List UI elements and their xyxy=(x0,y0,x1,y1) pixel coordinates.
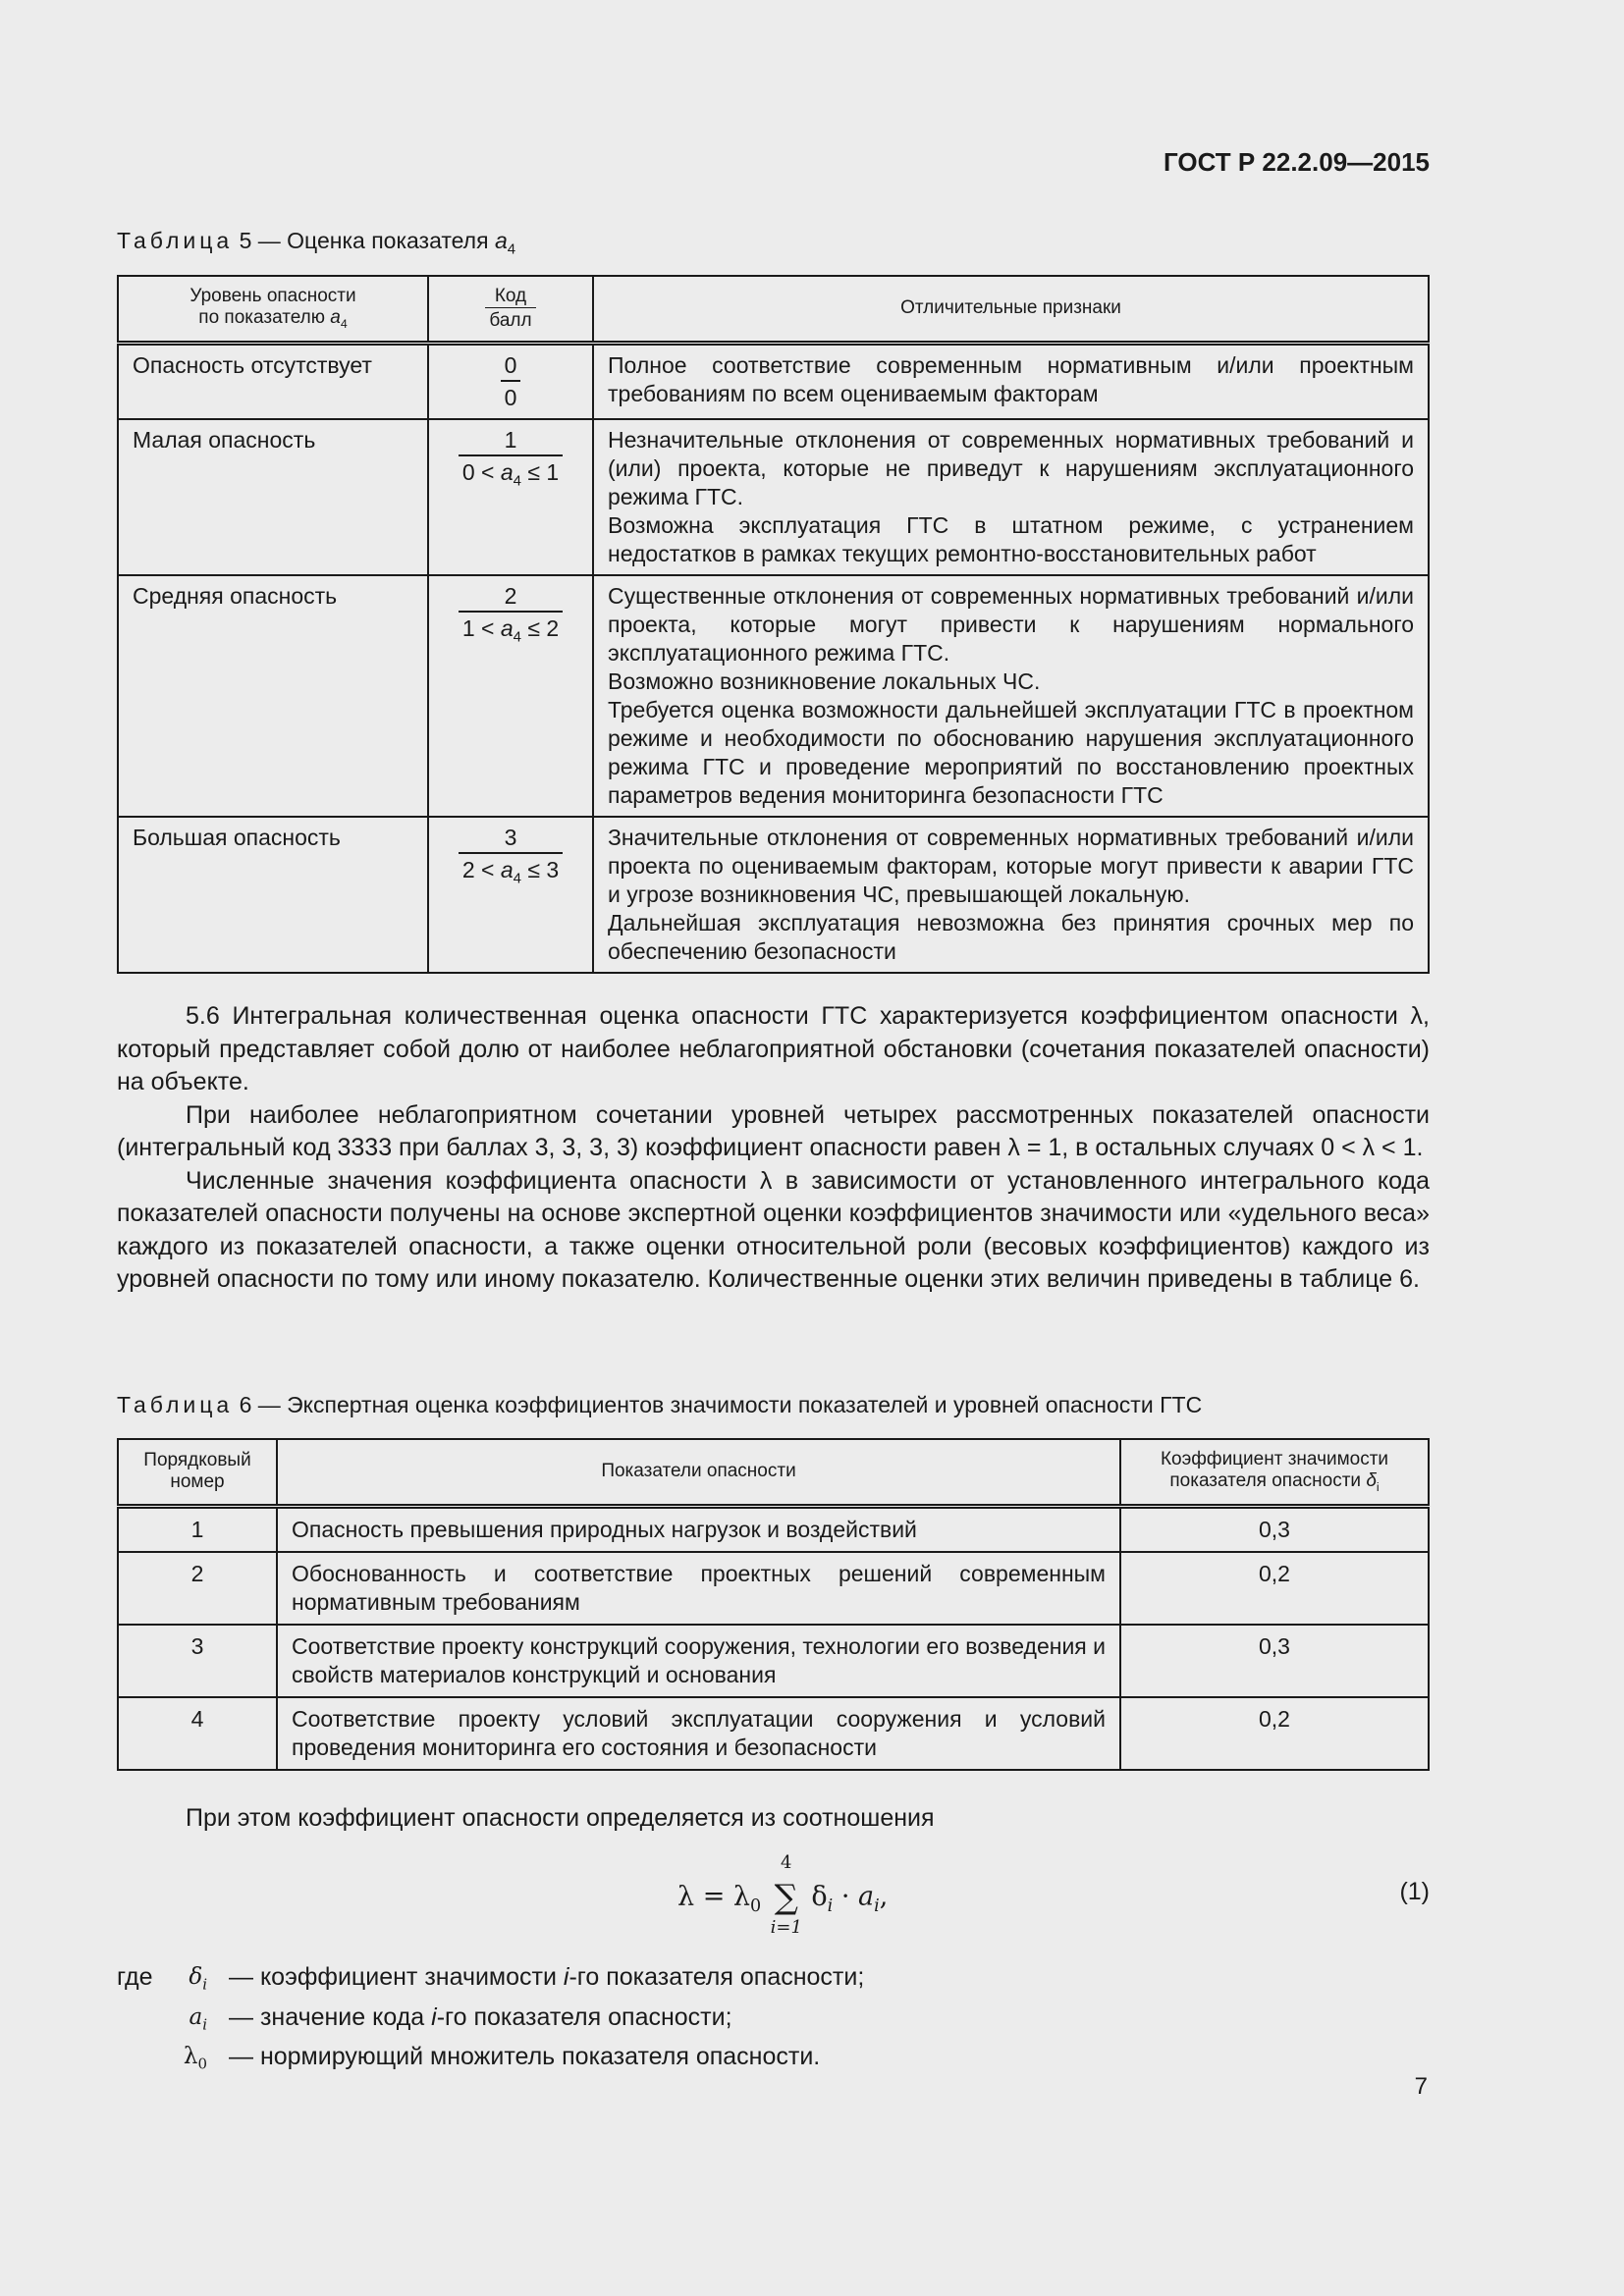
table5-caption: Таблица 5 — Оценка показателя $a_4$ xyxy=(117,228,516,258)
level-cell: Большая опасность xyxy=(118,817,428,973)
number-cell: 3 xyxy=(118,1625,277,1697)
table6-caption: Таблица 6 — Экспертная оценка коэффициентов значимости показателей и уровней опасности ГТС xyxy=(117,1392,1203,1417)
level-cell: Средняя опасность xyxy=(118,575,428,817)
coefficient-cell: 0,3 xyxy=(1120,1506,1429,1552)
paragraph: 5.6 Интегральная количественная оценка опасности ГТС характеризуется коэффициентом опасности λ, который представляет собой долю от наиболее неблагоприятной обстановки (сочетания показателей опасности) на объекте. xyxy=(117,1002,1430,1095)
legend-item: $a_i$ — значение кода i-го показателя опасности; xyxy=(189,2002,732,2034)
indicator-cell: Соответствие проекту условий эксплуатации сооружения и условий проведения мониторинга его состояния и безопасности xyxy=(277,1697,1120,1770)
formula-legend xyxy=(117,1961,864,2081)
table-row xyxy=(118,343,1429,419)
table-row xyxy=(118,1506,1429,1552)
table6-header-number: Порядковый номер xyxy=(118,1439,277,1506)
level-cell: Опасность отсутствует xyxy=(118,343,428,419)
number-cell: 1 xyxy=(118,1506,277,1552)
code-cell: $\frac{2}{1 < a_4 \le 2}$ xyxy=(428,575,593,817)
coefficient-cell: 0,3 xyxy=(1120,1625,1429,1697)
paragraph: Численные значения коэффициента опасности λ в зависимости от установленного интегрального кода показателей опасности получены на основе экспертной оценки коэффициентов значимости или «удельного веса» каждого из показателей опасности, а также оценки относительной роли (весовых коэффициентов) каждого из уровней опасности по тому или иному показателю. Количественные оценки этих величин приведены в таблице 6. xyxy=(117,1166,1430,1293)
document-id: ГОСТ Р 22.2.09—2015 xyxy=(1163,147,1430,177)
code-cell: $\frac{0}{0}$ xyxy=(428,343,593,419)
paragraph: При наиболее неблагоприятном сочетании уровней четырех рассмотренных показателей опасности (интегральный код 3333 при баллах 3, 3, 3, 3) коэффициент опасности равен λ = 1, в остальных случаях 0 < λ < 1. xyxy=(117,1100,1430,1161)
number-cell: 2 xyxy=(118,1552,277,1625)
table5 xyxy=(117,275,1430,974)
code-cell: $\frac{1}{0 < a_4 \le 1}$ xyxy=(428,419,593,575)
table-row xyxy=(118,1552,1429,1625)
level-cell: Малая опасность xyxy=(118,419,428,575)
legend-item: где $\delta_i$ — коэффициент значимости i-го показателя опасности; xyxy=(117,1963,865,1994)
table-row xyxy=(118,1697,1429,1770)
desc-cell: Незначительные отклонения от современных нормативных требований и (или) проекта, которые не приведут к нарушениям эксплуатационного режима ГТС. Возможна эксплуатация ГТС в штатном режиме, с устранением недостатков в рамках текущих ремонтно-восстановительных работ xyxy=(593,419,1429,575)
table-row xyxy=(118,1625,1429,1697)
desc-cell: Полное соответствие современным нормативным и/или проектным требованиям по всем оцениваемым факторам xyxy=(593,343,1429,419)
equation-number: (1) xyxy=(1399,1878,1430,1905)
table6-header-coefficient: Коэффициент значимости показателя опасности $\delta_i$ xyxy=(1120,1439,1429,1506)
page-number: 7 xyxy=(1414,2073,1428,2100)
body-text xyxy=(117,1000,1430,1297)
indicator-cell: Соответствие проекту конструкций сооружения, технологии его возведения и свойств материалов конструкций и основания xyxy=(277,1625,1120,1697)
number-cell: 4 xyxy=(118,1697,277,1770)
formula: $\lambda = \lambda_0$ 4 ∑ i=1 $\delta_i \cdot a_i$, xyxy=(677,1852,889,1938)
indicator-cell: Опасность превышения природных нагрузок и воздействий xyxy=(277,1506,1120,1552)
table5-header-signs: Отличительные признаки xyxy=(593,276,1429,343)
table-row xyxy=(118,575,1429,817)
code-cell: $\frac{3}{2 < a_4 \le 3}$ xyxy=(428,817,593,973)
table5-header-level: Уровень опасности по показателю $a_4$ xyxy=(118,276,428,343)
desc-cell: Существенные отклонения от современных нормативных требований и/или проекта, которые могут привести к нарушениям нормального эксплуатационного режима ГТС. Возможно возникновение локальных ЧС. Требуется оценка возможности дальнейшей эксплуатации ГТС в проектном режиме и необходимости по обоснованию нарушения эксплуатационного режима ГТС и проведение мероприятий по восстановлению проектных параметров ведения мониторинга безопасности ГТС xyxy=(593,575,1429,817)
legend-item: $\lambda_0$ — нормирующий множитель показателя опасности. xyxy=(183,2043,821,2073)
table-row xyxy=(118,817,1429,973)
table5-header-code: $\frac{\text{Код}}{\text{балл}}$ xyxy=(428,276,593,343)
formula-intro: При этом коэффициент опасности определяется из соотношения xyxy=(186,1804,935,1832)
table6-header-indicators: Показатели опасности xyxy=(277,1439,1120,1506)
indicator-cell: Обоснованность и соответствие проектных решений современным нормативным требованиям xyxy=(277,1552,1120,1625)
desc-cell: Значительные отклонения от современных нормативных требований и/или проекта по оцениваемым факторам, которые могут привести к аварии ГТС и угрозе возникновения ЧС, превышающей локальную. Дальнейшая эксплуатация невозможна без принятия срочных мер по обеспечению безопасности xyxy=(593,817,1429,973)
coefficient-cell: 0,2 xyxy=(1120,1552,1429,1625)
coefficient-cell: 0,2 xyxy=(1120,1697,1429,1770)
table6 xyxy=(117,1438,1430,1771)
sum-operator: 4 ∑ i=1 xyxy=(770,1852,802,1938)
table-row xyxy=(118,419,1429,575)
